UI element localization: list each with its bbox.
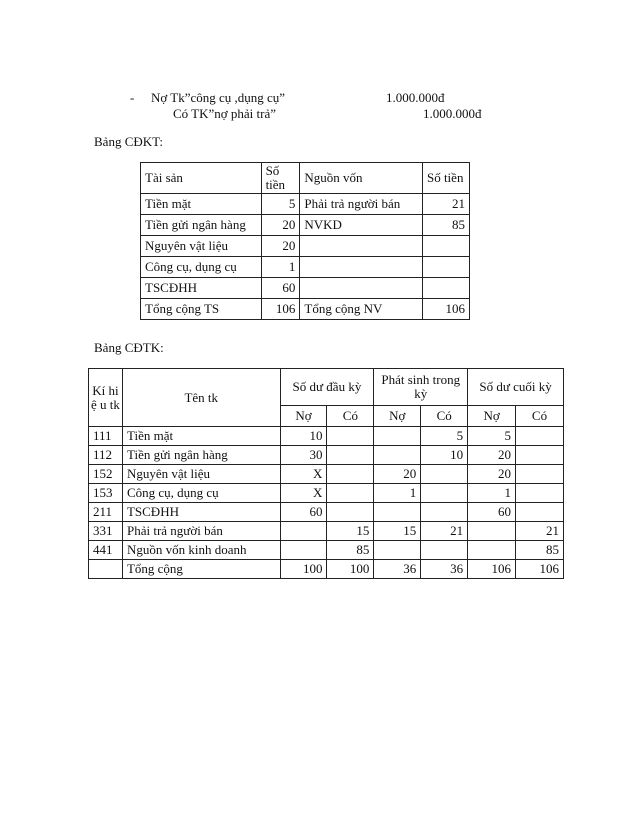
total-row [141, 299, 470, 320]
asset-amount: 20 [261, 236, 300, 257]
table-row [89, 522, 564, 541]
cdtk-table [88, 368, 564, 579]
opening-credit: 100 [327, 560, 374, 579]
account-name: TSCĐHH [122, 503, 280, 522]
opening-debit-header: Nợ [280, 406, 327, 427]
cdkt-header-sources: Nguồn vốn [300, 163, 423, 194]
source-name: Phải trả người bán [300, 194, 423, 215]
closing-credit [516, 484, 564, 503]
source-name [300, 257, 423, 278]
closing-debit [468, 541, 516, 560]
table-row [89, 503, 564, 522]
closing-debit: 20 [468, 446, 516, 465]
period-debit [374, 503, 421, 522]
closing-credit: 85 [516, 541, 564, 560]
source-name [300, 236, 423, 257]
closing-credit: 21 [516, 522, 564, 541]
opening-credit [327, 427, 374, 446]
journal-credit-amount: 1.000.000đ [423, 106, 482, 121]
period-debit: 15 [374, 522, 421, 541]
table-row [141, 278, 470, 299]
account-code: 153 [89, 484, 123, 503]
asset-amount: 1 [261, 257, 300, 278]
closing-credit [516, 465, 564, 484]
table-row [89, 427, 564, 446]
cdtk-body [89, 427, 564, 579]
cdkt-header-assets: Tài sản [141, 163, 262, 194]
account-code [89, 560, 123, 579]
table-row [141, 257, 470, 278]
source-name [300, 278, 423, 299]
asset-amount: 60 [261, 278, 300, 299]
asset-amount: 106 [261, 299, 300, 320]
account-name: Tổng cộng [122, 560, 280, 579]
closing-debit: 60 [468, 503, 516, 522]
opening-debit: X [280, 484, 327, 503]
period-credit: 36 [421, 560, 468, 579]
period-credit: 21 [421, 522, 468, 541]
closing-credit [516, 446, 564, 465]
cdkt-header-row [141, 163, 470, 194]
opening-debit [280, 522, 327, 541]
cdkt-header-asset-amount: Số tiền [261, 163, 300, 194]
account-code: 441 [89, 541, 123, 560]
source-amount: 85 [422, 215, 469, 236]
source-amount [422, 257, 469, 278]
asset-name: Tiền gửi ngân hàng [141, 215, 262, 236]
closing-debit [468, 522, 516, 541]
closing-credit: 106 [516, 560, 564, 579]
asset-name: Công cụ, dụng cụ [141, 257, 262, 278]
period-credit [421, 503, 468, 522]
cdkt-header-source-amount: Số tiền [422, 163, 469, 194]
period-debit [374, 541, 421, 560]
source-amount [422, 278, 469, 299]
cdtk-header-opening: Số dư đầu kỳ [280, 369, 374, 406]
period-credit: 5 [421, 427, 468, 446]
journal-credit-text: Có TK”nợ phải trả” [173, 106, 277, 121]
period-debit: 20 [374, 465, 421, 484]
opening-credit [327, 446, 374, 465]
period-credit [421, 465, 468, 484]
opening-debit: 10 [280, 427, 327, 446]
period-debit: 1 [374, 484, 421, 503]
opening-debit: 60 [280, 503, 327, 522]
asset-name: TSCĐHH [141, 278, 262, 299]
table-row [141, 215, 470, 236]
closing-debit: 1 [468, 484, 516, 503]
account-code: 331 [89, 522, 123, 541]
source-amount [422, 236, 469, 257]
table-row [89, 484, 564, 503]
table-row [89, 446, 564, 465]
closing-credit [516, 427, 564, 446]
account-name: Phải trả người bán [122, 522, 280, 541]
cdtk-heading: Bảng CĐTK: [94, 340, 164, 355]
cdtk-header-closing: Số dư cuối kỳ [468, 369, 564, 406]
account-name: Công cụ, dụng cụ [122, 484, 280, 503]
source-name: Tổng cộng NV [300, 299, 423, 320]
account-name: Tiền gửi ngân hàng [122, 446, 280, 465]
opening-credit: 85 [327, 541, 374, 560]
journal-debit-amount: 1.000.000đ [386, 90, 445, 105]
table-row [89, 465, 564, 484]
opening-debit: X [280, 465, 327, 484]
opening-debit: 100 [280, 560, 327, 579]
asset-name: Tổng cộng TS [141, 299, 262, 320]
closing-debit: 106 [468, 560, 516, 579]
closing-credit-header: Có [516, 406, 564, 427]
period-credit: 10 [421, 446, 468, 465]
account-code: 211 [89, 503, 123, 522]
account-name: Tiền mặt [122, 427, 280, 446]
closing-debit: 20 [468, 465, 516, 484]
period-debit [374, 427, 421, 446]
closing-credit [516, 503, 564, 522]
opening-debit: 30 [280, 446, 327, 465]
opening-credit-header: Có [327, 406, 374, 427]
asset-name: Tiền mặt [141, 194, 262, 215]
source-name: NVKD [300, 215, 423, 236]
opening-credit [327, 484, 374, 503]
cdtk-header-row [89, 369, 564, 406]
period-credit-header: Có [421, 406, 468, 427]
table-row [141, 236, 470, 257]
source-amount: 106 [422, 299, 469, 320]
asset-amount: 20 [261, 215, 300, 236]
total-row [89, 560, 564, 579]
account-name: Nguyên vật liệu [122, 465, 280, 484]
opening-debit [280, 541, 327, 560]
period-debit-header: Nợ [374, 406, 421, 427]
cdtk-header-code: Kí hiệ u tk [89, 369, 123, 427]
journal-bullet: - [130, 90, 135, 105]
account-code: 152 [89, 465, 123, 484]
cdkt-table [140, 162, 470, 320]
journal-debit-text: Nợ Tk”công cụ ,dụng cụ” [151, 90, 286, 105]
cdkt-heading: Bảng CĐKT: [94, 134, 164, 149]
cdtk-header-period: Phát sinh trong kỳ [374, 369, 468, 406]
closing-debit: 5 [468, 427, 516, 446]
opening-credit [327, 503, 374, 522]
source-amount: 21 [422, 194, 469, 215]
account-code: 111 [89, 427, 123, 446]
asset-name: Nguyên vật liệu [141, 236, 262, 257]
table-row [89, 541, 564, 560]
period-debit [374, 446, 421, 465]
opening-credit: 15 [327, 522, 374, 541]
asset-amount: 5 [261, 194, 300, 215]
table-row [141, 194, 470, 215]
period-credit [421, 541, 468, 560]
account-name: Nguồn vốn kinh doanh [122, 541, 280, 560]
period-debit: 36 [374, 560, 421, 579]
opening-credit [327, 465, 374, 484]
closing-debit-header: Nợ [468, 406, 516, 427]
account-code: 112 [89, 446, 123, 465]
period-credit [421, 484, 468, 503]
cdtk-header-name: Tên tk [122, 369, 280, 427]
